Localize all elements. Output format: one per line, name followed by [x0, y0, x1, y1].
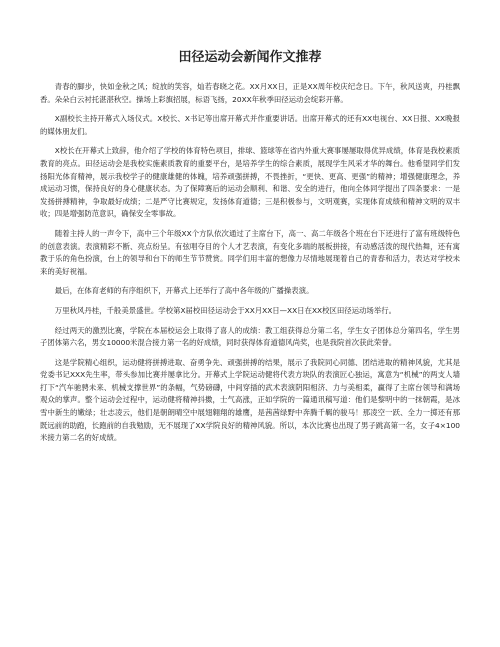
paragraph-second-meet-intro: 万里秋风丹桂，千般美景盛世。学校第X届校田径运动会于XX月XX日—XX日在XX校区田径运动场举行。 — [54, 305, 396, 315]
paragraph-broadcast-exercise: 最后，在体育老师的有序组织下，开幕式上还举行了高中各年级的广播操表演。 — [54, 286, 314, 296]
paragraph-opening: 青春的脚步，快如金秋之风；绽放的笑容，灿若春晓之花。XX月XX日，正是XX周年校庆纪念日。下午，秋风送爽，丹桂飘香。朵朵白云衬托湛湛秋空。操场上彩旗招展，标语飞扬，20XX年秋季田径运动会绽彩开幕。 — [40, 82, 460, 104]
paragraph-summary: 这是学院精心组织，运动健将拼搏进取、奋勇争先、顽强拼搏的结果，展示了我院同心同德、团结进取的精神风貌，尤其是党委书记XXX先生率，带头参加比赛并屡拿比分。开幕式上学院运动健将代表方块队的表演匠心独运，寓意为“机械”的两支人墙打下“汽车驰骋未来、机械支撑世界”的条幅，气势磅礴，中间穿插的武术表演阴阳相济、力与美相柔，赢得了主席台领导和满场观众的掌声。整个运动会过程中，运动健将精神抖擞，士气高涨，正如学院的一篇通讯稿写道：他们是黎明中的一抹朝霞，是冰雪中新生的嫩绿；壮志凌云，他们是朝朗晴空中展翅翱翔的雄鹰，是茜茜绿野中奔腾千羁的骏马！那凌空一跃、全力一掷还有那既远前的助跑，长跑前的自我勉励，无不展现了XX学院良好的精神风貌。所以，本次比赛也出现了男子跳高第一名，女子4×100米接力第二名的好成绩。 — [40, 357, 460, 443]
document-page — [40, 50, 460, 452]
document-title: 田径运动会新闻作文推荐 — [178, 50, 322, 65]
paragraph-principal-speech: X校长在开幕式上致辞，他介绍了学校的体育特色项目，排球、篮球等在省内外重大赛事屡屡取得优异成绩，体育是我校素质教育的亮点。田径运动会是我校实施素质教育的重要平台，是培养学生的综合素质，展现学生风采才华的舞台。他希望同学们发扬阳光体育精神，展示我校学子的健康雄健的体魄，培养顽强拼搏，不畏挫折，“更快、更高、更强”的精神；增强健康理念，养成运动习惯，保持良好的身心健康状态。为了保障赛后的运动会顺利、和谐、安全的进行，他向全体同学提出了四条要求：一是发扬拼搏精神，争取最好成绩；二是严守比赛规定，发扬体育道德；三是积极参与，文明观赛，实现体育成绩和精神文明的双丰收；四是增强防范意识，确保安全零事故。 — [40, 146, 460, 219]
paragraph-results: 经过两天的激烈比赛，学院在本届校运会上取得了喜人的成绩：教工组获得总分第二名，学生女子团体总分第四名，学生男子团体第六名，男女10000米混合接力第一名的好成绩，同时获得体育道德风尚奖，也是我院首次获此荣誉。 — [40, 325, 460, 348]
paragraph-ceremony-host: X副校长主持开幕式入场仪式。X校长、X书记等出席开幕式并作重要讲话。出席开幕式的还有XX电视台、XX日报、XX晚报的媒体朋友们。 — [40, 114, 460, 136]
paragraph-parade: 随着主持人的一声令下，高中三个年级XX个方队依次通过了主席台下，高一、高二年级各个班在台下还进行了富有班级特色的创意表演。表演精彩不断、亮点纷呈。有弦唱夺目的个人才艺表演，有变化多端的展板拼接，有动感活泼的现代热舞，还有寓教于乐的角色扮演，台上的领导和台下的师生节节赞赏。同学们用丰富的想像力尽情地展现着自己的青春和活力，表达对学校未来的美好祝福。 — [40, 228, 460, 276]
